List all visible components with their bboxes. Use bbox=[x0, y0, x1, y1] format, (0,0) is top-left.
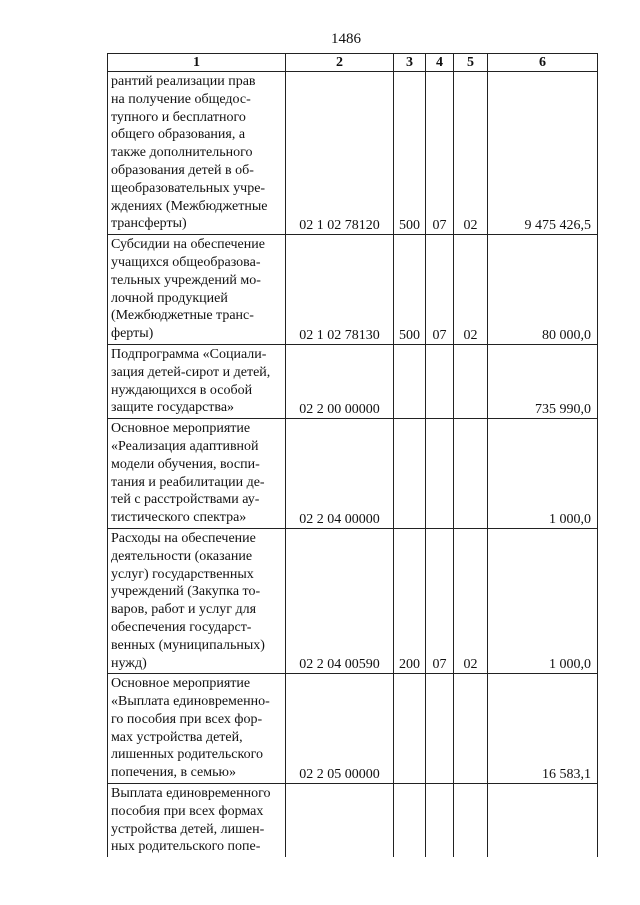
row-code bbox=[286, 784, 394, 858]
row-col4 bbox=[426, 784, 454, 858]
row-name: Основное мероприятие «Выплата единовременно- го пособия при всех фор- мах устройства детей, лишенных родительского попечения, в семью» bbox=[108, 674, 286, 784]
row-col4 bbox=[426, 419, 454, 529]
column-header-3: 3 bbox=[394, 54, 426, 72]
page-number: 1486 bbox=[331, 31, 361, 47]
column-header-4: 4 bbox=[426, 54, 454, 72]
row-name: Субсидии на обеспечение учащихся общеобразова- тельных учреждений мо- лочной продукцией (Межбюджетные транс- ферты) bbox=[108, 235, 286, 345]
row-code: 02 2 00 00000 bbox=[286, 344, 394, 418]
row-col4: 07 bbox=[426, 72, 454, 235]
row-name: Подпрограмма «Социали- зация детей-сирот и детей, нуждающихся в особой защите государства» bbox=[108, 344, 286, 418]
row-amount: 735 990,0 bbox=[488, 344, 598, 418]
row-code: 02 1 02 78120 bbox=[286, 72, 394, 235]
row-amount: 16 583,1 bbox=[488, 674, 598, 784]
row-code: 02 2 04 00000 bbox=[286, 419, 394, 529]
row-col5: 02 bbox=[454, 72, 488, 235]
row-name: рантий реализации прав на получение общедос- тупного и бесплатного общего образования, а также дополнительного образования детей в об- щеобразовательных учре- ждениях (Межбюджетные трансферты) bbox=[108, 72, 286, 235]
table-row bbox=[108, 784, 598, 858]
row-col5 bbox=[454, 784, 488, 858]
row-name: Основное мероприятие «Реализация адаптивной модели обучения, воспи- тания и реабилитации де- тей с расстройствами ау- тистического спектра» bbox=[108, 419, 286, 529]
budget-table bbox=[107, 53, 598, 857]
row-col5: 02 bbox=[454, 235, 488, 345]
row-col3 bbox=[394, 419, 426, 529]
table-row bbox=[108, 344, 598, 418]
column-header-1: 1 bbox=[108, 54, 286, 72]
row-amount bbox=[488, 784, 598, 858]
row-col3: 200 bbox=[394, 528, 426, 673]
row-code: 02 2 05 00000 bbox=[286, 674, 394, 784]
table-row bbox=[108, 72, 598, 235]
row-col3: 500 bbox=[394, 235, 426, 345]
row-col3 bbox=[394, 674, 426, 784]
row-col4: 07 bbox=[426, 528, 454, 673]
row-col4 bbox=[426, 344, 454, 418]
column-header-2: 2 bbox=[286, 54, 394, 72]
row-code: 02 2 04 00590 bbox=[286, 528, 394, 673]
column-header-5: 5 bbox=[454, 54, 488, 72]
row-name: Расходы на обеспечение деятельности (оказание услуг) государственных учреждений (Закупка то- варов, работ и услуг для обеспечения государст- венных (муниципальных) нужд) bbox=[108, 528, 286, 673]
table-row bbox=[108, 419, 598, 529]
table-row bbox=[108, 528, 598, 673]
row-amount: 1 000,0 bbox=[488, 419, 598, 529]
row-amount: 80 000,0 bbox=[488, 235, 598, 345]
row-code: 02 1 02 78130 bbox=[286, 235, 394, 345]
row-col3 bbox=[394, 784, 426, 858]
row-col5: 02 bbox=[454, 528, 488, 673]
row-col5 bbox=[454, 419, 488, 529]
row-name: Выплата единовременного пособия при всех формах устройства детей, лишен- ных родительского попе- bbox=[108, 784, 286, 858]
row-col4 bbox=[426, 674, 454, 784]
row-col3 bbox=[394, 344, 426, 418]
column-header-6: 6 bbox=[488, 54, 598, 72]
table-row bbox=[108, 674, 598, 784]
row-col3: 500 bbox=[394, 72, 426, 235]
row-amount: 9 475 426,5 bbox=[488, 72, 598, 235]
row-col5 bbox=[454, 674, 488, 784]
row-amount: 1 000,0 bbox=[488, 528, 598, 673]
row-col4: 07 bbox=[426, 235, 454, 345]
table-row bbox=[108, 235, 598, 345]
row-col5 bbox=[454, 344, 488, 418]
header-row bbox=[108, 54, 598, 72]
